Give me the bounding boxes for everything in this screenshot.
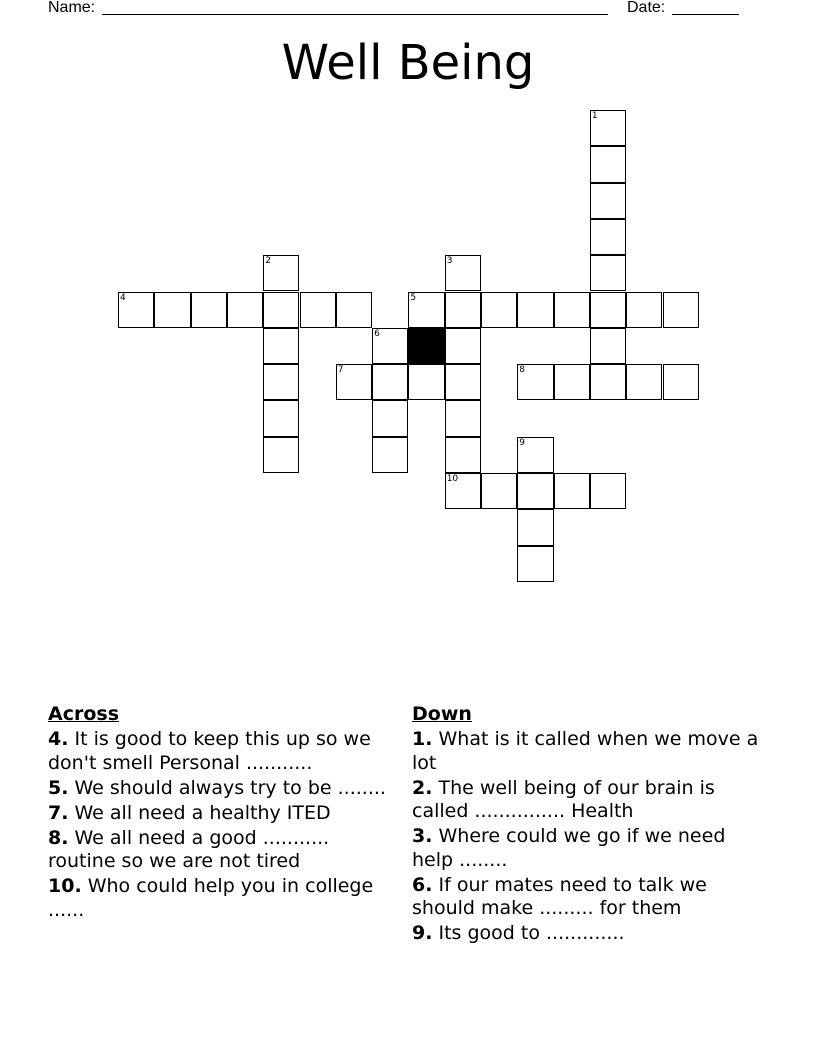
grid-cell[interactable] (445, 292, 481, 328)
worksheet-header (48, 0, 748, 20)
down-heading: Down (412, 703, 472, 725)
clue-number: 2 (265, 256, 271, 267)
grid-cell[interactable] (445, 400, 481, 436)
grid-cell[interactable] (372, 328, 408, 364)
grid-cell[interactable] (263, 328, 299, 364)
grid-cell[interactable] (590, 146, 626, 182)
grid-cell[interactable] (372, 400, 408, 436)
grid-cell[interactable] (554, 364, 590, 400)
grid-cell[interactable] (663, 364, 699, 400)
grid-cell[interactable] (445, 328, 481, 364)
grid-cell[interactable] (445, 364, 481, 400)
puzzle-title: Well Being (281, 35, 535, 91)
grid-cell[interactable] (445, 437, 481, 473)
clue-number: 7 (337, 365, 344, 376)
grid-cell[interactable] (517, 292, 553, 328)
crossword-grid (118, 110, 718, 590)
grid-cell[interactable] (263, 437, 299, 473)
grid-cell[interactable] (336, 364, 372, 400)
name-label: Name: (48, 0, 96, 16)
clue-across-7: 7. We all need a healthy ITED (48, 801, 331, 824)
date-label: Date: (627, 0, 666, 16)
grid-cell[interactable] (517, 364, 553, 400)
grid-cell[interactable] (481, 292, 517, 328)
clue-across-10: 10. Who could help you in college ...... (48, 875, 374, 921)
grid-cell[interactable] (227, 292, 263, 328)
clue-down-6: 6. If our mates need to talk we should make ......... for them (412, 873, 707, 919)
black-cell (408, 328, 444, 364)
name-field[interactable] (102, 0, 608, 15)
clue-number: 4 (120, 292, 126, 303)
clue-down-2: 2. The well being of our brain is called ............... Health (412, 776, 715, 822)
grid-cell[interactable] (590, 364, 626, 400)
clue-number: 8 (519, 365, 526, 376)
grid-cell[interactable] (590, 183, 626, 219)
grid-cell[interactable] (554, 292, 590, 328)
grid-cell[interactable] (263, 400, 299, 436)
grid-cell[interactable] (626, 292, 662, 328)
clue-across-5: 5. We should always try to be ........ (48, 776, 386, 799)
grid-cell[interactable] (590, 219, 626, 255)
clue-down-1: 1. What is it called when we move a lot (412, 728, 759, 774)
grid-cell[interactable] (372, 437, 408, 473)
grid-cell[interactable] (517, 509, 553, 545)
grid-cell[interactable] (408, 364, 444, 400)
clue-number: 10 (446, 474, 459, 484)
grid-cell[interactable] (590, 473, 626, 509)
grid-cell[interactable] (590, 328, 626, 364)
grid-cell[interactable] (445, 473, 481, 509)
grid-cell[interactable] (300, 292, 336, 328)
grid-cell[interactable] (590, 255, 626, 291)
grid-cell[interactable] (118, 292, 154, 328)
clue-number: 9 (519, 437, 526, 448)
grid-cell[interactable] (554, 473, 590, 509)
grid-cell[interactable] (154, 292, 190, 328)
clue-number: 6 (374, 328, 380, 339)
grid-cell[interactable] (336, 292, 372, 328)
grid-cell[interactable] (517, 437, 553, 473)
clue-across-4: 4. It is good to keep this up so we don't smell Personal ........... (48, 728, 371, 774)
grid-cell[interactable] (517, 473, 553, 509)
across-clues (48, 702, 398, 924)
clue-down-3: 3. Where could we go if we need help ........ (412, 825, 726, 871)
grid-cell[interactable] (263, 364, 299, 400)
clue-number: 3 (446, 256, 453, 267)
down-clues (412, 702, 762, 947)
grid-cell[interactable] (663, 292, 699, 328)
grid-cell[interactable] (408, 292, 444, 328)
grid-cell[interactable] (517, 546, 553, 582)
clue-number: 5 (410, 292, 417, 303)
grid-cell[interactable] (445, 255, 481, 291)
date-field[interactable] (672, 0, 739, 15)
grid-cell[interactable] (191, 292, 227, 328)
clue-across-8: 8. We all need a good ........... routine so we are not tired (48, 826, 330, 872)
grid-cell[interactable] (372, 364, 408, 400)
grid-cell[interactable] (263, 292, 299, 328)
clue-number: 1 (591, 111, 598, 121)
across-heading: Across (48, 703, 120, 725)
grid-cell[interactable] (590, 292, 626, 328)
clue-down-9: 9. Its good to ............. (412, 922, 625, 944)
grid-cell[interactable] (590, 110, 626, 146)
grid-cell[interactable] (263, 255, 299, 291)
grid-cell[interactable] (481, 473, 517, 509)
grid-cell[interactable] (626, 364, 662, 400)
